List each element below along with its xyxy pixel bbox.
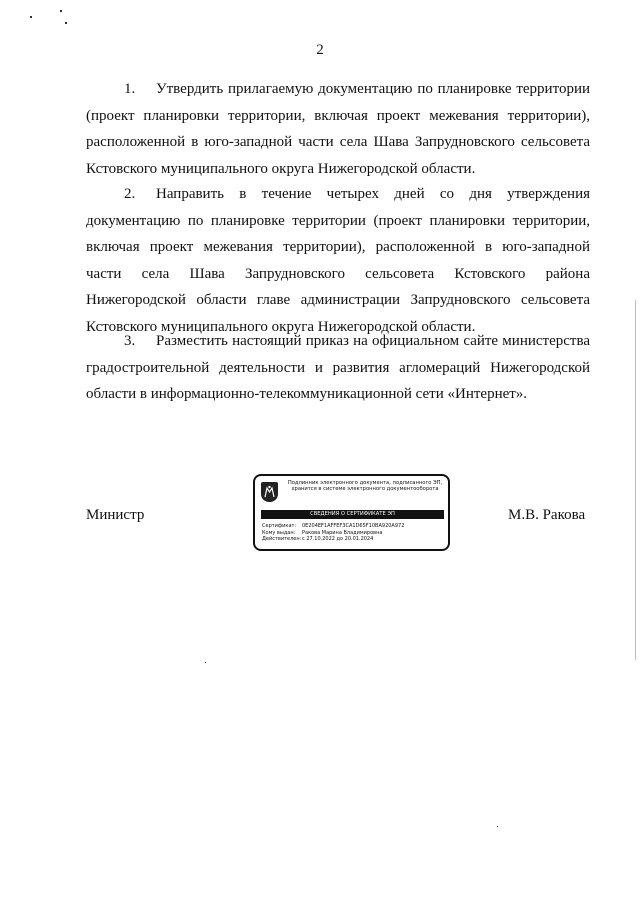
scan-speck bbox=[60, 10, 62, 12]
cert-label: Сертификат: bbox=[262, 523, 297, 529]
item-text: Направить в течение четырех дней со дня утверждения документацию по планировке территории (проект планировки территории, включая проект межевания территории), расположенной в юго-западной части села Шава Запрудновского сельсовета Кстовского района Нижегородской области главе администрации Запрудновского сельсовета Кстовского муниципального округа Нижегородской области. bbox=[86, 186, 590, 335]
scan-speck bbox=[205, 662, 206, 663]
issued-label: Кому выдан: bbox=[262, 529, 296, 536]
electronic-signature-stamp bbox=[253, 474, 450, 551]
cert-value: 0E204EF1AFFEF3CA1D65F10BA920A972 bbox=[302, 523, 405, 529]
scan-speck bbox=[30, 16, 32, 18]
stamp-title-bar: СВЕДЕНИЯ О СЕРТИФИКАТЕ ЭП bbox=[261, 510, 444, 519]
list-item bbox=[86, 328, 590, 408]
item-number: 1. bbox=[124, 81, 136, 97]
list-item bbox=[86, 181, 590, 340]
item-number: 3. bbox=[124, 333, 136, 349]
scan-edge-line bbox=[635, 300, 636, 660]
valid-value: с 27.10.2022 до 20.01.2024 bbox=[302, 536, 374, 543]
signatory-position: Министр bbox=[86, 507, 145, 523]
page-number: 2 bbox=[316, 42, 324, 58]
item-text: Утвердить прилагаемую документацию по планировке территории (проект планировки территории, включая проект межевания территории), расположенной в юго-западной части села Шава Запрудновского сельсовета Кстовского муниципального округа Нижегородской области. bbox=[86, 81, 590, 177]
coat-of-arms-icon bbox=[261, 482, 278, 502]
item-number: 2. bbox=[124, 186, 136, 202]
list-item bbox=[86, 76, 590, 182]
stamp-header: Подлинник электронного документа, подписанного ЭП, хранится в системе электронного документооборота bbox=[287, 480, 443, 493]
signatory-name: М.В. Ракова bbox=[508, 507, 586, 523]
scan-speck bbox=[65, 22, 67, 24]
issued-value: Ракова Марина Владимировна bbox=[302, 529, 383, 536]
scan-speck bbox=[497, 826, 498, 827]
certificate-details bbox=[262, 523, 404, 543]
item-text: Разместить настоящий приказ на официальном сайте министерства градостроительной деятельности и развития агломераций Нижегородской области в информационно-телекоммуникационной сети «Интернет». bbox=[86, 333, 590, 402]
valid-label: Действителен: bbox=[262, 536, 302, 543]
